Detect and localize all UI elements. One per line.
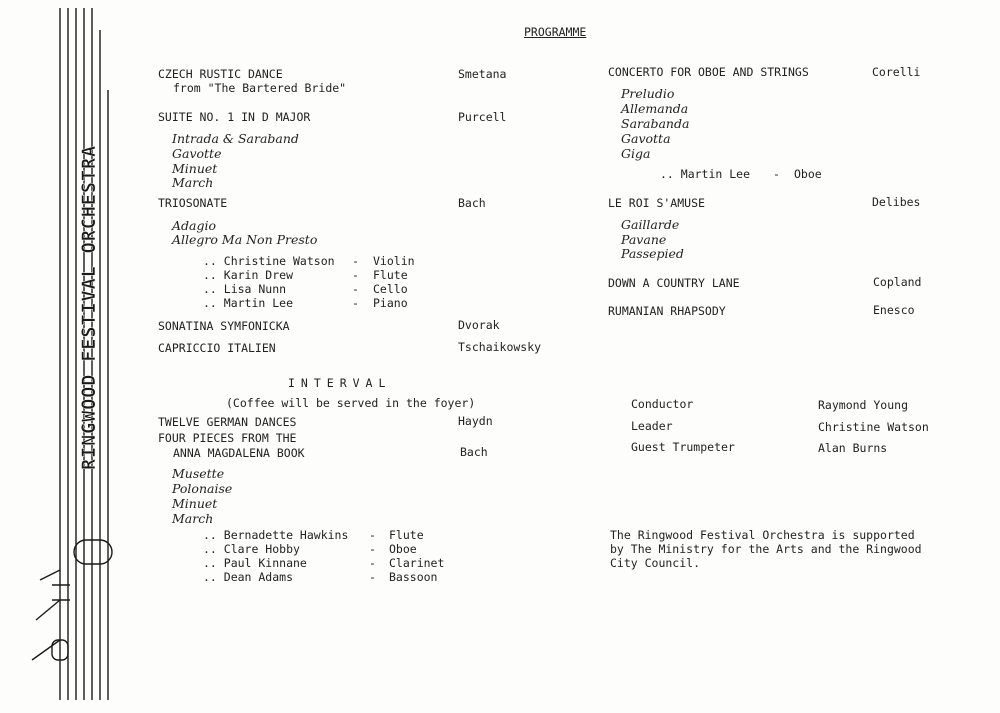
performer-name: .. Karin Drew	[203, 268, 294, 282]
czech-composer: Smetana	[458, 67, 507, 81]
credit-role: Guest Trumpeter	[631, 440, 735, 454]
rumanian-title: RUMANIAN RHAPSODY	[608, 304, 726, 318]
czech-subtitle: from "The Bartered Bride"	[173, 81, 347, 95]
credit-name: Alan Burns	[818, 441, 888, 455]
performer-instrument: Flute	[373, 268, 408, 282]
credit-name: Christine Watson	[818, 420, 929, 434]
movement: Gaillarde	[621, 217, 680, 232]
support-line: The Ringwood Festival Orchestra is supported	[610, 528, 915, 542]
performer-dash: -	[369, 528, 376, 542]
movement: Sarabanda	[621, 116, 690, 131]
czech-title: CZECH RUSTIC DANCE	[158, 67, 283, 81]
german-title: TWELVE GERMAN DANCES	[158, 415, 297, 429]
movement: Giga	[621, 146, 651, 161]
capriccio-title: CAPRICCIO ITALIEN	[158, 341, 276, 355]
performer-name: .. Dean Adams	[203, 570, 294, 584]
performer-dash: -	[369, 570, 376, 584]
ringwood-logo	[0, 0, 130, 713]
performer-name: .. Lisa Nunn	[203, 282, 287, 296]
movement: Musette	[172, 466, 225, 481]
credit-role: Leader	[631, 419, 673, 433]
movement: Minuet	[172, 496, 218, 511]
credit-role: Conductor	[631, 397, 694, 411]
performer-name: .. Paul Kinnane	[203, 556, 307, 570]
rumanian-composer: Enesco	[873, 303, 915, 317]
movement: Gavotte	[172, 146, 222, 161]
four-title-line1: FOUR PIECES FROM THE	[158, 431, 297, 445]
movement: Minuet	[172, 161, 218, 176]
suite-title: SUITE NO. 1 IN D MAJOR	[158, 110, 311, 124]
credit-name: Raymond Young	[818, 398, 909, 412]
movement: Passepied	[621, 246, 684, 261]
performer-name: .. Clare Hobby	[203, 542, 300, 556]
performer-dash: -	[352, 296, 359, 310]
movement: March	[172, 511, 214, 526]
movement: Intrada & Saraband	[172, 131, 299, 146]
movement: Polonaise	[172, 481, 233, 496]
movement: Allegro Ma Non Presto	[172, 232, 318, 247]
logo-text: RINGWOOD FESTIVAL ORCHESTRA	[79, 144, 100, 470]
performer-instrument: Oboe	[389, 542, 417, 556]
performer-dash: -	[352, 282, 359, 296]
movement: Gavotta	[621, 131, 671, 146]
roi-composer: Delibes	[872, 195, 921, 209]
movement: Preludio	[621, 86, 675, 101]
performer-dash: -	[369, 542, 376, 556]
soloist-dash: -	[773, 167, 780, 181]
german-composer: Haydn	[458, 414, 493, 428]
country-composer: Copland	[873, 275, 922, 289]
support-line: by The Ministry for the Arts and the Ringwood	[610, 542, 922, 556]
performer-instrument: Violin	[373, 254, 415, 268]
programme-heading: PROGRAMME	[524, 25, 587, 39]
interval-heading: INTERVAL	[288, 376, 392, 390]
soloist-instrument: Oboe	[794, 167, 822, 181]
performer-dash: -	[369, 556, 376, 570]
sonatina-composer: Dvorak	[458, 318, 500, 332]
movement: Allemanda	[621, 101, 689, 116]
concerto-title: CONCERTO FOR OBOE AND STRINGS	[608, 65, 809, 79]
trio-title: TRIOSONATE	[158, 196, 228, 210]
performer-instrument: Cello	[373, 282, 408, 296]
four-title-line2: ANNA MAGDALENA BOOK	[173, 446, 305, 460]
coffee-note: (Coffee will be served in the foyer)	[226, 396, 476, 410]
roi-title: LE ROI S'AMUSE	[608, 196, 705, 210]
movement: Adagio	[172, 218, 217, 233]
capriccio-composer: Tschaikowsky	[458, 340, 542, 354]
performer-instrument: Piano	[373, 296, 408, 310]
trio-composer: Bach	[458, 196, 486, 210]
performer-instrument: Flute	[389, 528, 424, 542]
performer-dash: -	[352, 254, 359, 268]
four-composer: Bach	[460, 445, 488, 459]
country-title: DOWN A COUNTRY LANE	[608, 276, 740, 290]
movement: March	[172, 175, 214, 190]
performer-instrument: Bassoon	[389, 570, 438, 584]
performer-instrument: Clarinet	[389, 556, 445, 570]
performer-dash: -	[352, 268, 359, 282]
performer-name: .. Martin Lee	[203, 296, 294, 310]
performer-name: .. Bernadette Hawkins	[203, 528, 349, 542]
movement: Pavane	[621, 232, 667, 247]
sonatina-title: SONATINA SYMFONICKA	[158, 319, 290, 333]
suite-composer: Purcell	[458, 110, 507, 124]
soloist-name: .. Martin Lee	[660, 167, 751, 181]
concerto-composer: Corelli	[872, 65, 921, 79]
support-line: City Council.	[610, 556, 701, 570]
performer-name: .. Christine Watson	[203, 254, 335, 268]
